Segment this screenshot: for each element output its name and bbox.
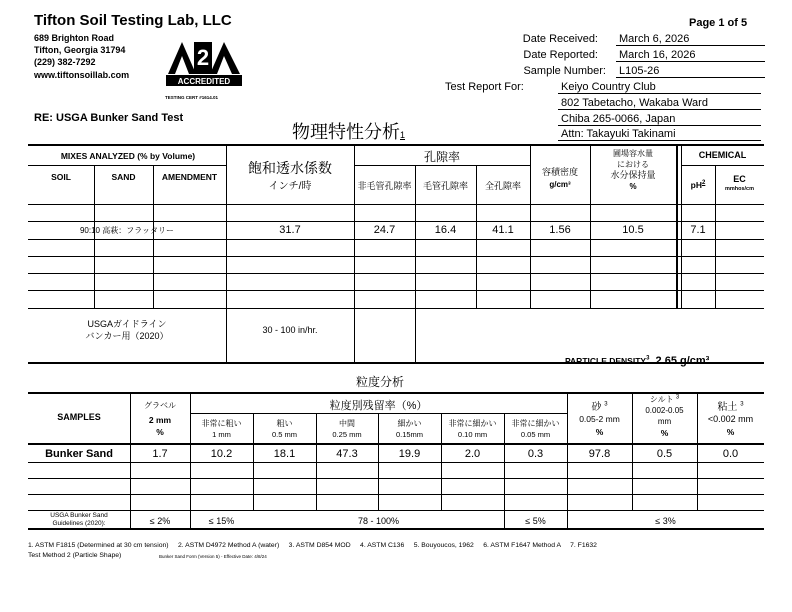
water-retention-header: 圃場容水量 における 水分保持量 %	[610, 149, 656, 191]
medium-size: 0.25 mm	[332, 430, 362, 439]
bulk-density-unit: g/cm³	[549, 180, 571, 189]
sample-number-label: Sample Number:	[523, 65, 606, 77]
date-received-value: March 6, 2026	[616, 33, 765, 46]
ec-header: EC	[733, 174, 746, 184]
medium-value: 47.3	[336, 448, 358, 460]
client-address-2: Chiba 265-0066, Japan	[558, 113, 761, 126]
chemical-header: CHEMICAL	[698, 150, 747, 160]
samples-header: SAMPLES	[57, 412, 101, 422]
re-subject: RE: USGA Bunker Sand Test	[34, 112, 184, 124]
lab-street: 689 Brighton Road	[34, 33, 115, 43]
physical-properties-title: 物理特性分析1	[292, 122, 406, 142]
client-address-1: 802 Tabetacho, Wakaba Ward	[558, 97, 761, 110]
very-fine-2-size: 0.05 mm	[520, 430, 551, 439]
water-retention-value: 10.5	[622, 224, 644, 236]
coarse-value: 18.1	[273, 448, 296, 460]
particle-density: PARTICLE DENSITY$^3$ 2.65 g/cm³	[565, 355, 710, 367]
sand-total-header: 砂 $^3$	[591, 401, 608, 413]
mixes-analyzed-header: MIXES ANALYZED (% by Volume)	[60, 151, 196, 161]
fine-value: 19.9	[398, 448, 421, 460]
total-porosity-value: 41.1	[492, 224, 514, 236]
date-reported-label: Date Reported:	[523, 49, 598, 61]
very-coarse-header: 非常に粗い	[201, 419, 242, 428]
test-report-for-label: Test Report For:	[445, 81, 524, 93]
very-coarse-value: 10.2	[210, 448, 233, 460]
gravel-header: グラベル	[144, 401, 176, 410]
silt-size: 0.002-0.05	[645, 406, 684, 415]
testing-cert: TESTING CERT #1614.01	[165, 95, 219, 100]
sample-number-value: L105-26	[616, 65, 765, 78]
page-of: of	[727, 17, 738, 29]
very-coarse-size: 1 mm	[212, 430, 231, 439]
client-name: Keiyo Country Club	[558, 81, 761, 94]
ksat-header: 飽和透水係数	[248, 160, 332, 176]
coarse-header: 粗い	[276, 419, 293, 428]
capillary-header: 毛管孔隙率	[422, 181, 468, 191]
very-coarse-guideline: ≤ 15%	[208, 516, 235, 526]
lab-website: www.tiftonsoillab.com	[34, 70, 130, 80]
ksat-guideline: 30 - 100 in/hr.	[262, 325, 318, 335]
total-porosity-header: 全孔隙率	[484, 181, 521, 191]
lab-name: Tifton Soil Testing Lab, LLC	[34, 12, 232, 29]
svg-text:ACCREDITED: ACCREDITED	[177, 77, 231, 86]
sample-name: Bunker Sand	[45, 448, 113, 460]
very-fine-2-header: 非常に細かい	[511, 419, 560, 428]
silt-pct: %	[660, 428, 669, 438]
ksat-value: 31.7	[279, 224, 301, 236]
fine-size: 0.15mm	[395, 430, 424, 439]
sand-header: SAND	[111, 172, 136, 182]
capillary-value: 16.4	[434, 224, 457, 236]
silt-value: 0.5	[656, 448, 673, 460]
ph-header: $pH^2$	[690, 180, 706, 190]
gravel-pct: %	[156, 427, 164, 437]
bulk-density-value: 1.56	[549, 224, 571, 236]
very-fine-size: 0.10 mm	[457, 430, 488, 439]
sand-total-size: 0.05-2 mm	[579, 414, 620, 424]
soil-header: SOIL	[51, 172, 71, 182]
date-reported-value: March 16, 2026	[616, 49, 765, 62]
clay-pct: %	[726, 427, 735, 437]
gravel-value: 1.7	[152, 448, 168, 460]
very-fine-2-value: 0.3	[527, 448, 544, 460]
page-label: Page	[689, 17, 716, 29]
page-number: 1	[718, 17, 725, 29]
usga-bunker-guideline-label: USGA Bunker Sand Guidelines (2020):	[50, 512, 108, 527]
lab-phone: (229) 382-7292	[34, 57, 96, 67]
ph-value: 7.1	[690, 224, 706, 236]
a2la-accredited-logo	[164, 38, 244, 90]
page-indicator	[689, 17, 747, 29]
silt-clay-guideline: ≤ 3%	[655, 516, 676, 526]
mid-fraction-guideline: 78 - 100%	[357, 516, 400, 526]
footnotes-line-2: Test Method 2 (Particle Shape)	[28, 552, 122, 559]
footnotes-line-1: 1. ASTM F1815 (Determined at 30 cm tension) 2. ASTM D4972 Method A (water) 3. ASTM D854 MOD 4. ASTM C136 5. Bouyoucos, 1962 6. ASTM F1647 Method A 7. F1632	[28, 542, 597, 549]
ksat-unit: インチ/時	[268, 181, 312, 192]
clay-value: 0.0	[722, 448, 739, 460]
usga-guideline-label: USGAガイドライン バンカー用（2020）	[85, 319, 169, 341]
mix-description: 90:10 高萩：フラッタリー	[79, 226, 175, 235]
silt-header: シルト $^3$	[649, 394, 680, 404]
fine-header: 細かい	[397, 419, 422, 428]
gravel-guideline: ≤ 2%	[149, 516, 171, 526]
page-total: 5	[741, 17, 748, 29]
particle-density-value: 2.65 g/cm³	[655, 355, 710, 367]
porosity-header: 孔隙率	[423, 150, 460, 164]
very-fine-guideline: ≤ 5%	[525, 516, 546, 526]
svg-text:2: 2	[196, 45, 210, 70]
clay-header: 粘土 $^3$	[717, 401, 744, 413]
client-attention: Attn: Takayuki Takinami	[558, 128, 761, 141]
lab-city: Tifton, Georgia 31794	[34, 45, 126, 55]
date-received-label: Date Received:	[522, 33, 598, 45]
amendment-header: AMENDMENT	[161, 172, 218, 182]
very-fine-value: 2.0	[464, 448, 481, 460]
coarse-size: 0.5 mm	[271, 430, 297, 439]
sand-total-value: 97.8	[588, 448, 611, 460]
medium-header: 中間	[339, 419, 355, 428]
noncapillary-value: 24.7	[373, 224, 396, 236]
very-fine-header: 非常に細かい	[448, 419, 497, 428]
clay-size: <0.002 mm	[707, 414, 754, 424]
particle-size-title: 粒度分析	[355, 375, 404, 389]
noncapillary-header: 非毛管孔隙率	[357, 181, 412, 191]
sand-total-pct: %	[595, 427, 604, 437]
particle-density-label: PARTICLE DENSITY	[565, 356, 647, 366]
retained-header: 粒度別残留率（%）	[329, 400, 428, 412]
silt-unit: mm	[657, 417, 672, 426]
ec-unit: mmhos/cm	[724, 186, 755, 192]
bulk-density-header: 容積密度	[541, 167, 578, 177]
gravel-size: 2 mm	[148, 415, 172, 425]
form-version: Bunker Sand Form (Version 5) - Effective Date: 4/8/24	[159, 554, 267, 559]
